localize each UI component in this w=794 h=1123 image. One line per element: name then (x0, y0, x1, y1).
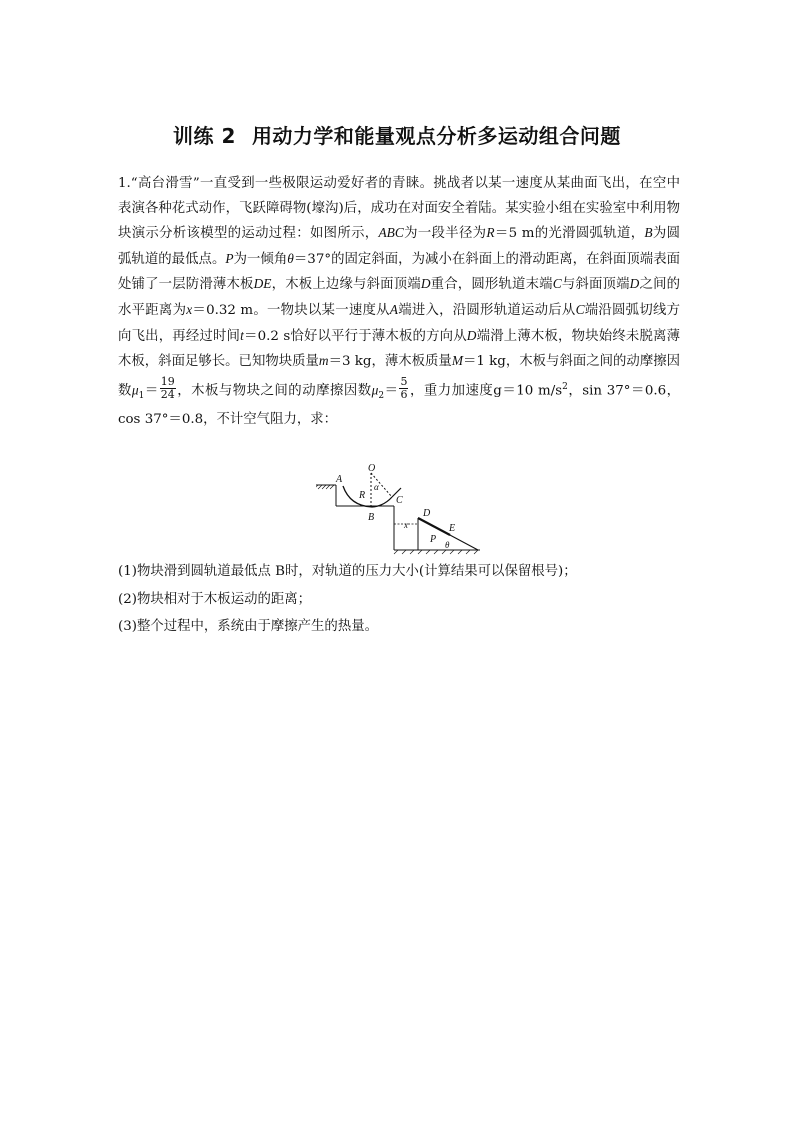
superscript: 2 (562, 381, 568, 392)
text-seg: “高台滑雪”一直受到一些极限运动爱好者的青睐。挑战者以某一速度从某曲面飞出，在空中表演各种花式动作，飞跃障碍物(壕沟)后，成功在对面安全着陆。某实验小组在实验室中利用物块演示分析该模型的运动过程：如图所示， (118, 176, 680, 242)
subscript: 2 (378, 390, 385, 401)
board-de (418, 518, 450, 535)
text-seg: 端滑上薄木板，物块始终未脱离薄木板，斜面足够长。已知物块质量 (118, 328, 681, 370)
fraction-mu1 (160, 376, 176, 401)
text-seg: ，木板上边缘与斜面顶端 (271, 277, 421, 293)
var-x: x (186, 301, 193, 317)
fraction-denominator: 6 (400, 388, 408, 402)
text-seg: ，sin 37°＝0.6，cos 37°＝0.8，不计空气阻力，求： (118, 383, 681, 428)
fraction-numerator: 5 (400, 375, 408, 389)
label-c: C (396, 495, 403, 506)
text-seg: 重合，圆形轨道末端 (430, 277, 553, 293)
var-a: A (389, 301, 398, 317)
label-r: R (359, 490, 366, 501)
text-seg: ＝ (144, 383, 159, 399)
fraction-mu2 (399, 376, 408, 401)
text-seg: 与斜面顶端 (561, 277, 630, 293)
text-seg: ＝0.32 m。一物块以某一速度从 (192, 302, 390, 318)
text-seg: 为一倾角 (233, 251, 288, 267)
var-r: R (486, 225, 495, 241)
var-big-m: M (451, 353, 463, 369)
text-seg: 为圆弧轨道的最低点。 (118, 226, 681, 267)
var-theta: θ (287, 250, 294, 266)
text-seg: ＝5 m的光滑圆弧轨道， (494, 226, 645, 242)
label-p: P (430, 534, 437, 545)
var-d: D (629, 276, 640, 292)
fraction-numerator: 19 (160, 375, 175, 389)
var-abc: ABC (378, 225, 404, 241)
text-seg: ＝0.2 s恰好以平行于薄木板的方向从 (243, 328, 467, 344)
hatching (394, 550, 478, 554)
label-b: B (368, 512, 375, 523)
var-c: C (552, 276, 562, 292)
text-seg: 端沿圆弧切线方向飞出，再经过时间 (118, 302, 680, 344)
problem-paragraph (118, 172, 680, 433)
text-seg: ，重力加速度g＝10 m/s (409, 383, 563, 399)
lesson-title: 用动力学和能量观点分析多运动组合问题 (251, 124, 621, 148)
lesson-label: 训练 2 (173, 124, 236, 148)
label-x: x (404, 520, 408, 530)
problem-number: 1. (118, 176, 131, 191)
text-seg: 端进入，沿圆形轨道运动后从 (397, 302, 576, 318)
subquestion-2: (2)物块相对于木板运动的距离； (118, 592, 312, 607)
var-mu: μ (371, 382, 379, 398)
text-seg: ＝3 kg，薄木板质量 (328, 354, 452, 370)
var-c: C (575, 301, 585, 317)
var-d: D (420, 276, 431, 292)
var-p: P (225, 250, 234, 266)
fraction-denominator: 24 (160, 388, 175, 402)
text-seg: 之间的水平距离为 (118, 277, 681, 318)
label-d: D (423, 508, 431, 519)
var-b: B (644, 225, 653, 241)
text-seg: 为一段半径为 (403, 226, 487, 242)
problem-body (118, 172, 680, 433)
physics-figure (316, 462, 486, 556)
var-m: m (318, 353, 329, 369)
text-seg: ＝37°的固定斜面，为减小在斜面上的滑动距离，在斜面顶端表面处铺了一层防滑薄木板 (118, 251, 681, 293)
page-title (0, 120, 794, 149)
text-seg: ＝1 kg，木板与斜面之间的动摩擦因数 (118, 354, 680, 399)
label-theta: θ (445, 540, 450, 550)
var-t: t (240, 327, 244, 343)
var-d: D (466, 327, 477, 343)
subquestion-1: (1)物块滑到圆轨道最低点 B时，对轨道的压力大小(计算结果可以保留根号)； (118, 564, 577, 579)
subquestion-3: (3)整个过程中，系统由于摩擦产生的热量。 (118, 619, 378, 634)
text-seg: ＝ (384, 383, 399, 399)
hatching (316, 485, 334, 489)
label-o: O (368, 463, 376, 474)
label-e: E (449, 523, 456, 534)
text-seg: ，木板与物块之间的动摩擦因数 (176, 383, 372, 399)
label-a: A (336, 474, 343, 485)
subscript: 1 (138, 390, 145, 401)
var-de: DE (253, 276, 272, 292)
label-alpha: α (374, 482, 379, 492)
var-mu: μ (131, 382, 139, 398)
